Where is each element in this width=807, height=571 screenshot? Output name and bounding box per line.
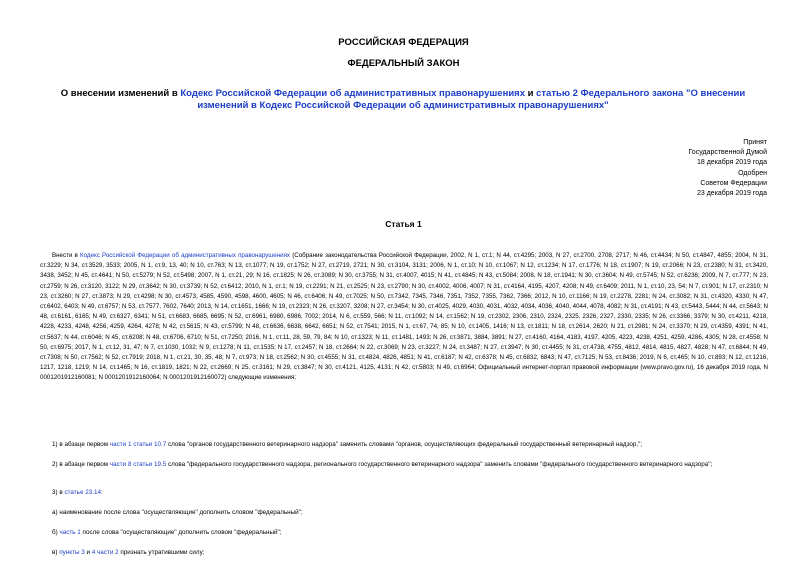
item-text: 2) в абзаце первом <box>52 461 110 468</box>
item-link[interactable]: части 1 статьи 10.7 <box>109 441 167 448</box>
item-link[interactable]: пункты 3 <box>59 549 85 556</box>
item-link[interactable]: 4 части 2 <box>91 549 119 556</box>
adoption-line: 23 декабря 2019 года <box>696 190 767 198</box>
item-text: б) <box>52 529 60 536</box>
title-middle: и <box>525 88 537 99</box>
item-text: слова "федерального государственного надзора, регионального государственного ветеринарного надзора" заменить словами "федерального государственного ветеринарного надзора"; <box>166 461 713 468</box>
amendment-item-3a <box>52 508 768 518</box>
adoption-block <box>688 138 767 199</box>
intro-text: (Собрание законодательства Российской Федерации, 2002, N 1, ст.1; N 44, ст.4295; 2003, N 27, ст.2700, 2708, 2717; N 46, ст.4434; N 50, ст.4847, 4855; 2004, N 31, ст.3229; N 34, ст.3529, 3533; 2005, N 1, ст.9, 13, 40; N 10, ст.763; N 13, ст.1077; N 19, ст.1752; N 27, ст.2719, 2721; N 30, ст.3104, 3131; 2006, N 1, ст.10; N 10, ст.1067; N 12, ст.1234; N 17, ст.1776; N 18, ст.1907; N 19, ст.2066; N 23, ст.2380; N 31, ст.3420, 3438, 3452; N 45, ст.4641; N 50, ст.5279; N 52, ст.5498; 2007, N 1, ст.21, 29; N 16, ст.1825; N 26, ст.3089; N 30, ст.3755; N 31, ст.4007, 4015; N 41, ст.4845; N 43, ст.5084; 2008, N 18, ст.1941; N 30, ст.3604; N 49, ст.5745; N 52, ст.6236; 2009, N 7, ст.777; N 23, ст.2759; N 26, ст.3120, 3122; N 29, ст.3642; N 30, ст.3739; N 52, ст.6412; 2010, N 1, ст.1; N 19, ст.2291; N 21, ст.2525; N 23, ст.2790; N 30, ст.4002, 4006, 4007; N 31, ст.4164, 4195, 4207, 4208; N 49, ст.6409; 2011, N 1, ст.10, 23, 54; N 7, ст.901; N 17, ст.2310; N 23, ст.3260; N 27, ст.3873; N 29, ст.4298; N 30, ст.4573, 4585, 4590, 4598, 4600, 4605; N 46, ст.6406; N 49, ст.7025; N 50, ст.7342, 7345, 7346, 7351, 7352, 7355, 7362, 7366; 2012, N 10, ст.1166; N 19, ст.2278, 2281; N 24, ст.3082; N 31, ст.4320, 4330; N 47, ст.6402, 6403; N 49, ст.6757; N 53, ст.7577, 7602, 7640; 2013, N 14, ст.1651, 1666; N 19, ст.2323; N 26, ст.3207, 3208; N 27, ст.3454; N 30, ст.4025, 4029, 4030, 4031, 4032, 4034, 4036, 4040, 4044, 4078, 4082; N 31, ст.4191; N 43, ст.5443, 5444; N 44, ст.5643; N 48, ст.6161, 6165; N 49, ст.6327, 6341; N 51, ст.6683, 6685, 6695; N 52, ст.6961, 6980, 6986, 7002; 2014, N 6, ст.559, 566; N 11, ст.1092; N 14, ст.1562; N 19, ст.2302, 2306, 2310, 2324, 2325, 2326, 2327, 2330, 2335; N 26, ст.3366, 3379; N 30, ст.4211, 4218, 4228, 4233, 4248, 4256, 4259, 4264, 4278; N 42, ст.5615; N 43, ст.5799; N 48, ст.6636, 6638, 6642, 6651; N 52, ст.7541; 2015, N 1, ст.67, 74, 85; N 10, ст.1405, 1416; N 13, ст.1811; N 18, ст.2614, 2620; N 21, ст.2981; N 24, ст.3370; N 29, ст.4359, 4391; N 41, ст.5637; N 44, ст.6046; N 45, ст.6208; N 48, ст.6706, 6710; N 51, ст.7250; 2016, N 1, ст.11, 28, 59, 79, 84; N 10, ст.1323; N 11, ст.1481, 1493; N 26, ст.3871, 3884, 3891; N 27, ст.4160, 4164, 4183, 4197, 4205, 4223, 4238, 4251, 4259, 4286, 4305; N 28, ст.4558; N 50, ст.6975; 2017, N 1, ст.12, 31, 47; N 7, ст.1030, 1032; N 9, ст.1278; N 11, ст.1535; N 17, ст.2457; N 18, ст.2664; N 22, ст.3069; N 23, ст.3227; N 24, ст.3487; N 27, ст.3947; N 30, ст.4455; N 31, ст.4738, 4755, 4812, 4814, 4815, 4827, 4828; N 47, ст.6844; N 49, ст.7308; N 50, ст.7562; N 52, ст.7919; 2018, N 1, ст.21, 30, 35, 48; N 7, ст.973; N 18, ст.2562; N 30, ст.4555; N 31, ст.4824, 4826, 4851; N 41, ст.6187; N 42, ст.6378; N 45, ст.6832, 6843; N 47, ст.7125; N 53, ст.8436; 2019, N 6, ст.465; N 10, ст.893; N 12, ст.1216, 1217, 1218, 1219; N 14, ст.1465; N 16, ст.1819, 1821; N 22, ст.2669; N 25, ст.3161; N 29, ст.3847; N 30, ст.4121, 4125, 4131; N 42, ст.5803; N 49, ст.6964; Официальный интернет-портал правовой информации (www.pravo.gov.ru), 16 декабря 2019 года, N 0001201912160081; N 0001201912160064; N 0001201912160072) следующие изменения: <box>40 252 768 382</box>
item-text: а) наименование после слова "осуществляющие" дополнить словом "федеральный"; <box>52 509 303 516</box>
article-intro-paragraph <box>40 251 768 415</box>
adoption-line: Одобрен <box>738 169 767 177</box>
title-prefix: О внесении изменений в <box>60 88 181 99</box>
item-text: после слова "осуществляющие" дополнить словом "федеральный"; <box>80 529 282 536</box>
item-link[interactable]: часть 1 <box>59 529 81 536</box>
law-title <box>45 88 761 112</box>
intro-prefix: Внести в <box>52 252 80 259</box>
amendment-item-3 <box>52 488 768 498</box>
intro-link-code[interactable]: Кодекс Российской Федерации об административных правонарушениях <box>80 252 291 259</box>
adoption-line: Принят <box>743 139 767 146</box>
federation-heading: РОССИЙСКАЯ ФЕДЕРАЦИЯ <box>338 37 469 48</box>
title-link-article[interactable]: статью 2 Федерального закона "О внесении изменений в Кодекс Российской Федерации об административных правонарушениях" <box>197 88 746 111</box>
adoption-line: 18 декабря 2019 года <box>696 159 767 167</box>
item-text: : <box>100 489 103 496</box>
item-text: и <box>84 549 92 556</box>
item-link[interactable]: части 8 статьи 19.5 <box>109 461 167 468</box>
amendment-item-2 <box>52 460 768 470</box>
amendment-item-3b <box>52 528 768 538</box>
law-type-heading: ФЕДЕРАЛЬНЫЙ ЗАКОН <box>347 58 460 69</box>
title-link-code[interactable]: Кодекс Российской Федерации об административных правонарушениях <box>180 88 525 99</box>
item-text: в) <box>52 549 60 556</box>
item-text: 3) в <box>52 489 65 496</box>
amendment-item-3c <box>52 548 768 558</box>
adoption-line: Государственной Думой <box>688 149 767 157</box>
adoption-line: Советом Федерации <box>700 179 767 187</box>
amendment-item-1 <box>52 440 768 450</box>
item-text: признать утратившими силу; <box>118 549 205 556</box>
item-link[interactable]: статье 23.14 <box>64 489 101 496</box>
article-heading: Статья 1 <box>385 219 422 229</box>
item-text: слова "органов государственного ветеринарного надзора" заменить словами "органов, осуществляющих федеральный государственный ветеринарный надзор,"; <box>166 441 643 448</box>
item-text: 1) в абзаце первом <box>52 441 110 448</box>
